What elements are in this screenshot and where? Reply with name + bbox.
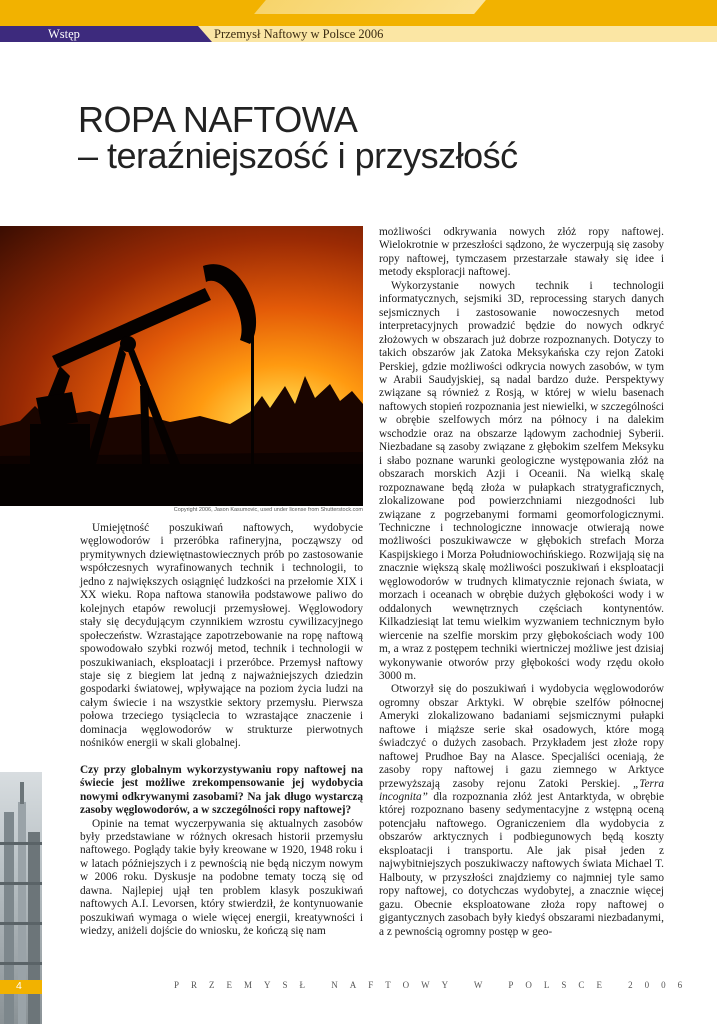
arctic-text-1: Otworzył się do poszukiwań i wydobycia węglowodorów ogromny obszar Arktyki. W obrębie szelfów północnej Ameryki zlokalizowano badaniami sejsmicznymi pułapki naftowe i miąższe serie skał osadowych, które mogą świadczyć o dużych zasobach. Przykładem jest złoże ropy naftowej Prudhoe Bay na Alasce. Specjaliści oceniają, że zasoby ropy naftowej i gazu ziemnego w Arktyce przewyższają zasoby rejonu Zatoki Perskiej. [379,683,664,790]
article-title [78,99,678,177]
section-label: Wstęp [48,27,80,41]
page-header [0,0,717,44]
page-number: 4 [16,980,22,992]
footer-running-title: PRZEMYSŁ NAFTOWY W POLSCE 2006 [174,980,695,990]
terra-incognita-term: „Terra incognita” [379,777,664,804]
continuation-paragraph: możliwości odkrywania nowych złóż ropy naftowej. Wielokrotnie w przeszłości sądzono, że wyczerpują się zasoby ropy naftowej, tymczasem przestarzałe stawały się idee i metody eksploracji naftowej. [379,226,664,279]
title-line-2: – teraźniejszość i przyszłość [78,135,518,177]
technology-paragraph: Wykorzystanie nowych technik i technologii informatycznych, sejsmiki 3D, reprocessing starych danych sejsmicznych i zastosowanie nowoczesnych metod interpretacyjnych prowadzić będzie do nowych odkryć złożowych w obszarach już dobrze rozpoznanych. Dotyczy to takich obszarów jak Zatoka Meksykańska czy rejon Zatoki Perskiej, gdzie możliwości odkrycia nowych zasobów, w tym w Arabii Saudyjskiej, są nadal bardzo duże. Perspektywy związane są również z Rosją, w której w wielu basenach naftowych stopień rozpoznania jest niewielki, w szczególności w obrębie szelfowych mórz na północy i na dalekim wschodzie oraz na obszarze lądowym zachodniej Syberii. Niezbadane są zasoby związane z głębokim szelfem Meksyku i słabo poznane warunki geologiczne występowania złóż na obszarach morskich Azji i Oceanii. Na wielką skalę rozpoznawane będą złoża w pułapkach stratygraficznych, zlokalizowane pod powierzchniami niezgodności lub związane z pogrzebanymi formami geomorfologicznymi. Techniczne i technologiczne innowacje otwierają nowe możliwości poszukiwawcze w głębokich strefach Morza Kaspijskiego i Morza Południowochińskiego. Rozwijają się na znacznie większą skalę możliwości poszukiwań i eksploatacji węglowodorów w trudnych klimatycznie rejonach świata, w morzach i oceanach w obrębie dużych głębokości wody i w oddalonych wewnętrznych częściach kontynentów. Kilkadziesiąt lat temu wielkim wyzwaniem technicznym było wiercenie na szelfie morskim przy głębokościach wody 100 m, a wraz z postępem techniki wiertniczej możliwe jest dzisiaj wykonywanie otworów przy głębokości wody rzędu około 3000 m. [379,279,664,682]
header-fold-decoration [254,0,486,14]
arctic-paragraph [379,683,664,939]
publication-title: Przemysł Naftowy w Polsce 2006 [214,27,384,41]
header-section-tab [0,26,198,42]
opinions-paragraph: Opinie na temat wyczerpywania się aktualnych zasobów były przedstawiane w różnych okresach historii przemysłu naftowego. Poglądy takie były kreowane w 1920, 1948 roku i w latach późniejszych i z pewnością nie będą niczym nowym w 2006 roku. Dyskusje na podobne tematy toczą się od dawna. Najlepiej ujął ten problem klasyk poszukiwań naftowych A.I. Levorsen, który stwierdził, że kontynuowanie poszukiwań wymaga o wiele więcej energii, kreatywności i wiedzy, aniżeli dojście do wniosku, że kończą się nam [80,817,363,938]
arctic-text-2: dla rozpoznania złóż jest Antarktyda, w obrębie której rozpoznano baseny sedymentacyjne z wstępną oceną potencjału naftowego. Ograniczeniem dla wydobycia z obszarów arktycznych i podbiegunowych będą koszty eksploatacji i transportu. Ale jak pisał jeden z najwybitniejszych poszukiwaczy naftowych świata Michael T. Halbouty, w przyszłości znajdziemy co najmniej tyle samo ropy naftowej, co dotychczas wydobytej, a znacznie więcej gazu. Obecnie eksploatowane złoża ropy naftowej o gigantycznych zasobach były kiedyś obszarami niezbadanymi, a z pewnością ogromny postęp w geo- [379,791,664,938]
intro-paragraph: Umiejętność poszukiwań naftowych, wydobycie węglowodorów i przeróbka rafineryjna, począwszy od prymitywnych dziewiętnastowiecznych prób po zastosowanie współczesnych wyrafinowanych technik i technologii, to jedno z największych osiągnięć ludzkości na przełomie XIX i XX wieku. Ropa naftowa stanowiła podstawowe paliwo do kolejnych etapów rewolucji przemysłowej. Węglowodory stały się decydującym czynnikiem wzrostu cywilizacyjnego społeczeństw. Wzrastające zapotrzebowanie na ropę naftową spowodowało szybki rozwój metod, technik i technologii w poszukiwaniach, eksploatacji i przeróbce. Przemysł naftowy staje się z biegiem lat jedną z najważniejszych dziedzin gospodarki światowej, wpływające na poziom życia ludzi na całym świecie i na wszystkie sektory przemysłu. Pierwsza połowa trzeciego tysiąclecia to wzrastające znaczenie i dominacja węglowodorów w strukturze pierwotnych nośników energii w skali globalnej. [80,522,363,750]
lead-question: Czy przy globalnym wykorzystywaniu ropy naftowej na świecie jest możliwe zrekompensowanie jej wydobycia nowymi odkrywanymi zasobami? Na jak długo wystarczą zasoby węglowodorów, a w szczególności ropy naftowej? [80,763,363,817]
right-column [379,226,664,939]
title-line-1: ROPA NAFTOWA [78,99,358,141]
pumpjack-sunset-photo [0,226,363,506]
pumpjack-silhouette-icon [0,226,363,506]
photo-caption: Copyright 2006, Jason Kasumovic, used under license from Shutterstock.com [173,507,363,513]
left-column [80,522,363,939]
header-divider [0,42,717,44]
